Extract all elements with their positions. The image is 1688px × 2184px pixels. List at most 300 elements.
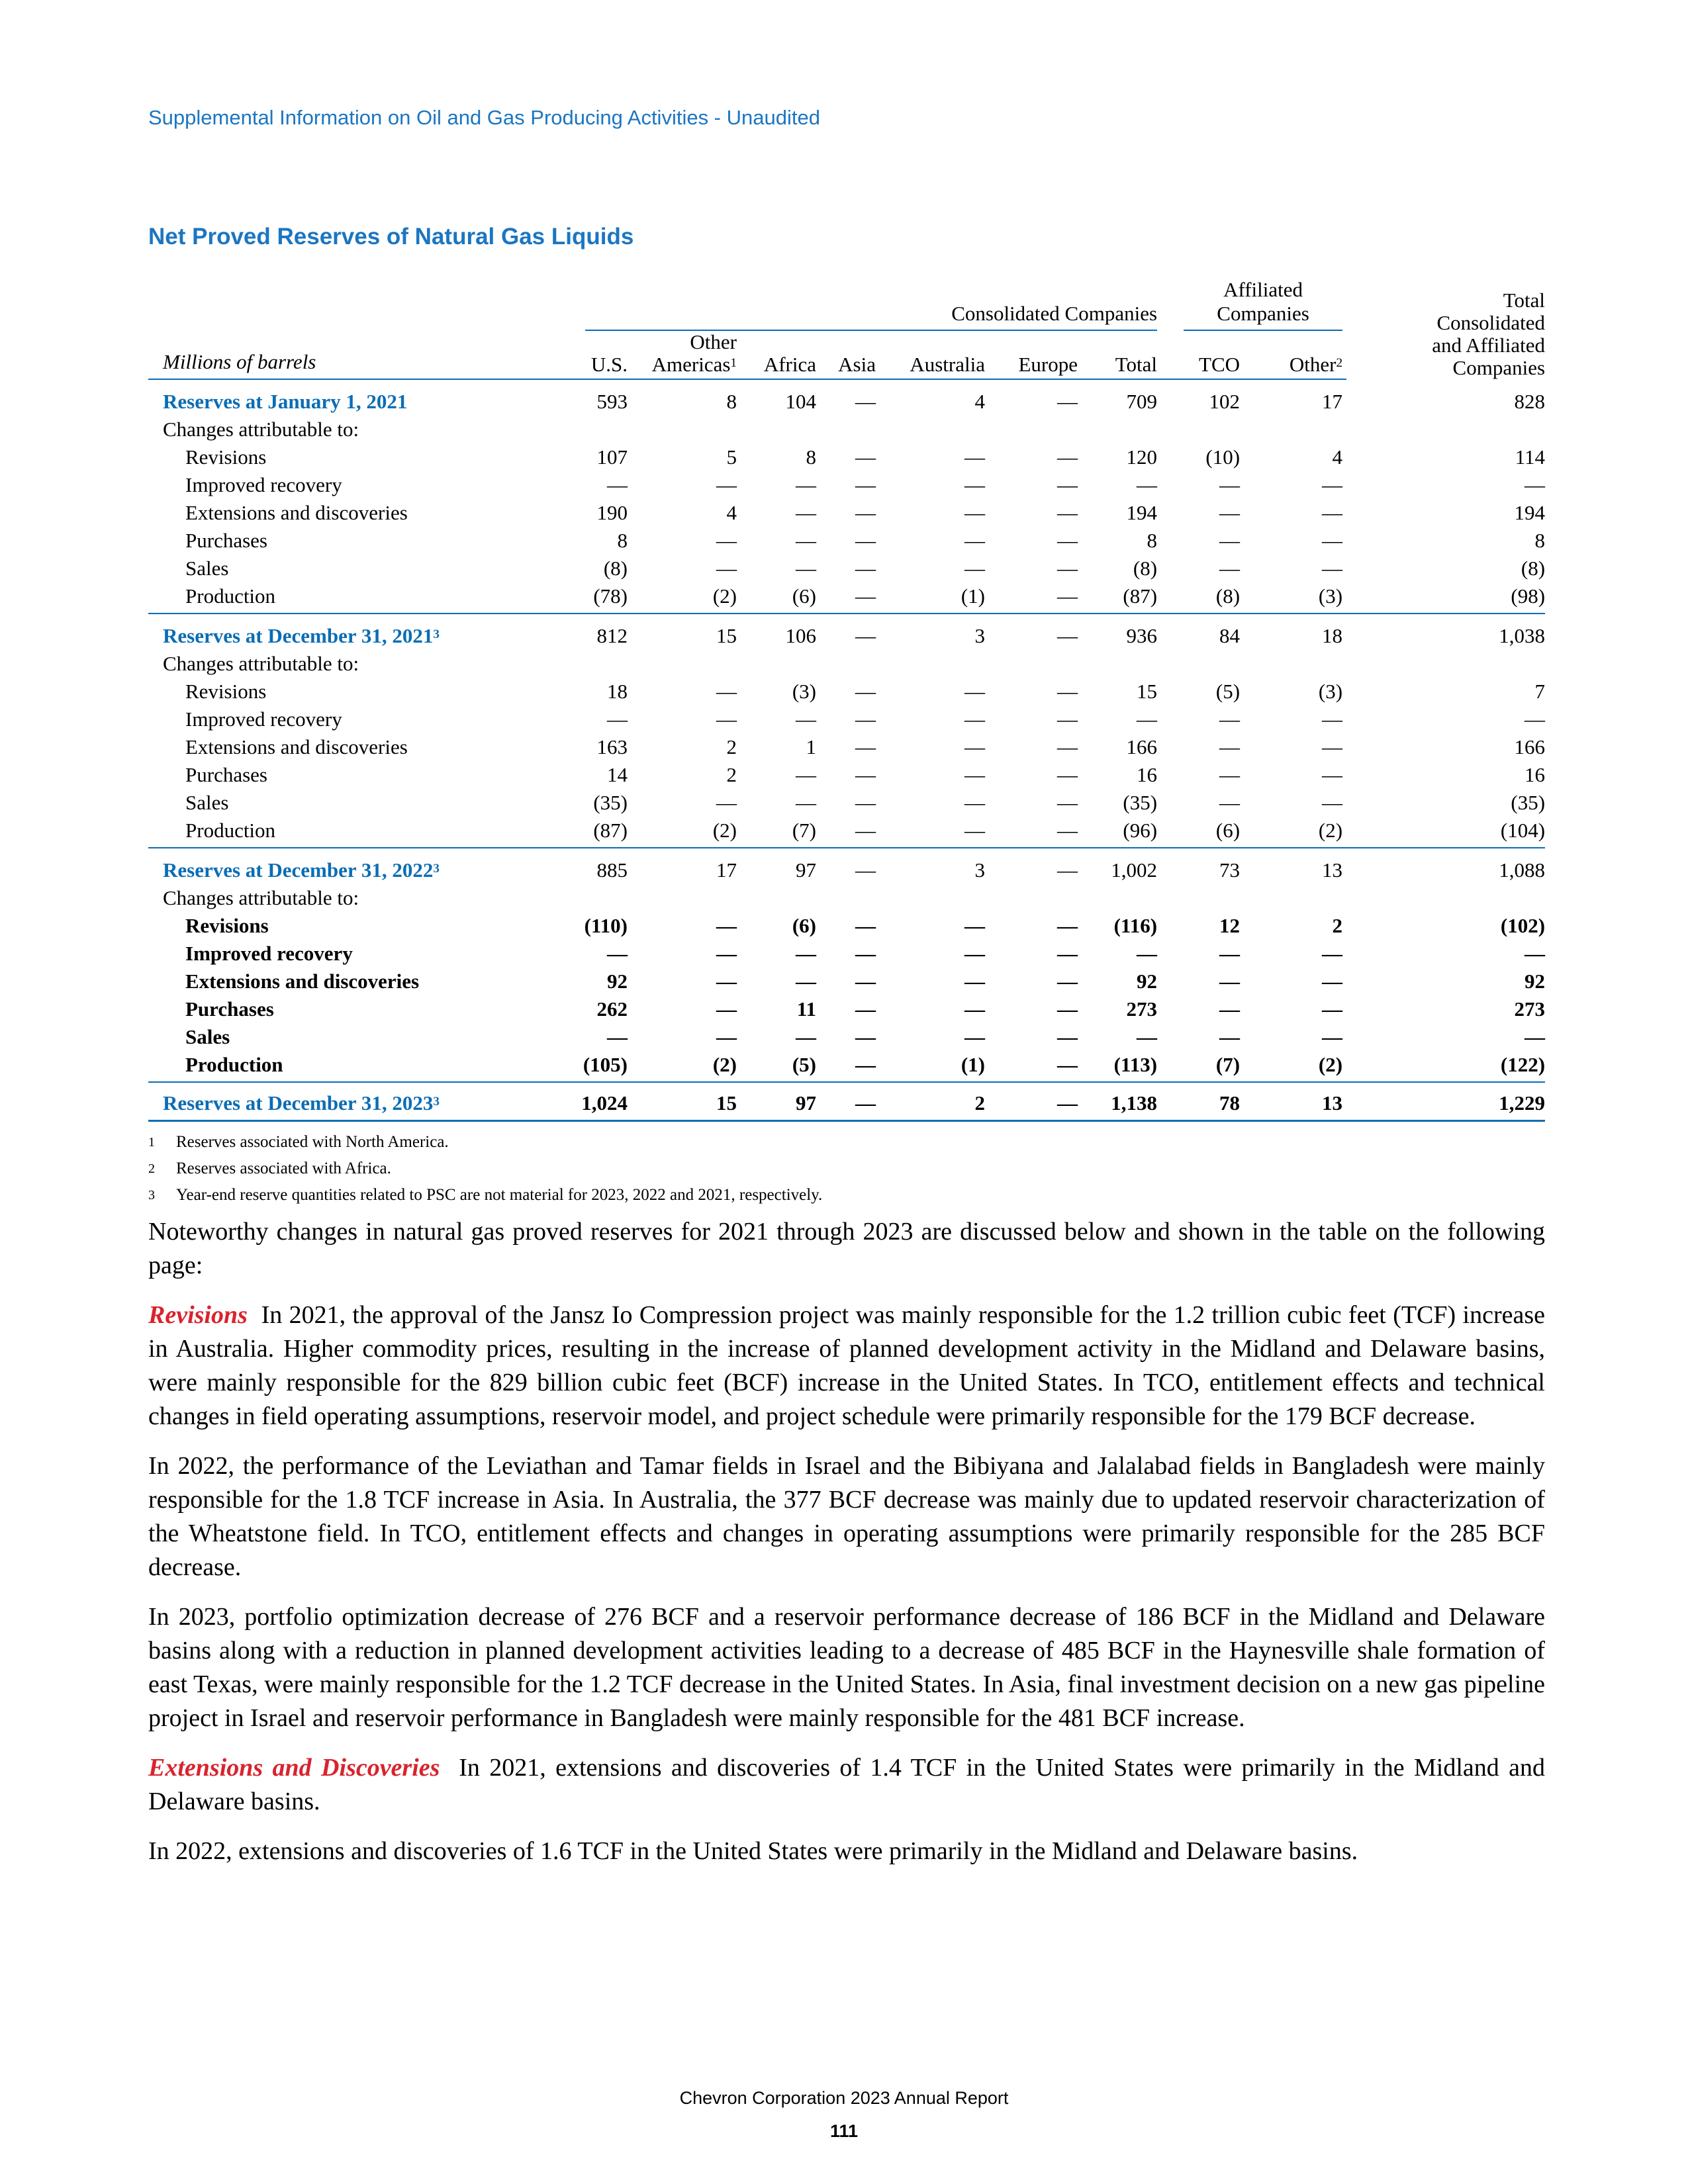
row-label-sup: 3 [433, 1095, 440, 1109]
table-cell: — [964, 735, 985, 758]
table-row [148, 527, 1545, 555]
table-cell: 1,088 [1499, 858, 1546, 882]
table-cell [1082, 416, 1161, 443]
table-cell [1161, 650, 1244, 678]
col-australia: Australia [880, 331, 989, 379]
row-label [148, 379, 545, 416]
table-cell: — [1322, 473, 1343, 496]
table-cell: (1) [880, 582, 989, 614]
table-cell: 7 [1534, 680, 1546, 703]
col-tco: TCO [1161, 331, 1244, 379]
group-affiliated-line1: Affiliated [1223, 278, 1303, 301]
table-cell: 936 [1126, 624, 1158, 647]
col-total-line1: Total [1503, 289, 1546, 312]
table-cell: — [1322, 707, 1343, 731]
table-cell [989, 884, 1082, 912]
body-text [148, 1215, 1545, 1884]
table-cell: — [855, 735, 876, 758]
footnote-text: Reserves associated with North America. [176, 1133, 449, 1151]
row-label [148, 733, 545, 761]
table-cell: (2) [632, 1051, 741, 1082]
table-cell: — [1057, 501, 1078, 524]
row-label-text: Changes attributable to: [163, 418, 359, 441]
table-cell: — [1057, 445, 1078, 469]
row-label [148, 499, 545, 527]
table-cell: — [1322, 557, 1343, 580]
table-cell [880, 416, 989, 443]
table-cell: — [1057, 624, 1078, 647]
table-cell: 1,229 [1346, 1082, 1545, 1121]
table-row [148, 940, 1545, 968]
table-cell: 194 [1126, 501, 1158, 524]
table-cell: — [1137, 707, 1158, 731]
reserves-table-container [148, 278, 1545, 1122]
table-cell: 18 [607, 680, 628, 703]
table-cell: — [716, 791, 737, 814]
row-label-text: Sales [185, 1025, 230, 1048]
col-aff-other [1244, 331, 1346, 379]
footnote [148, 1156, 822, 1182]
table-cell: — [820, 582, 880, 614]
revisions-2021-text: In 2021, the approval of the Jansz Io Compression project was mainly responsible for the 1.2 trillion cubic feet (TCF) increase in Australia. Higher commodity prices, resulting in the increase of planned development activity in the Midland and Delaware basins, were mainly responsible for the 829 billion cubic feet (BCF) increase in the United States. In TCO, entitlement effects and technical changes in field operating assumptions, reservoir model, and project schedule were primarily responsible for the 179 BCF decrease. [148, 1301, 1545, 1430]
table-cell: — [855, 624, 876, 647]
table-cell: (3) [1244, 582, 1346, 614]
table-cell: 8 [806, 445, 816, 469]
table-cell: — [964, 997, 985, 1021]
table-cell: — [855, 680, 876, 703]
table-cell: — [989, 1051, 1082, 1082]
row-label [148, 884, 545, 912]
table-cell: — [1137, 1025, 1158, 1048]
row-label [148, 705, 545, 733]
footnote-text: Year-end reserve quantities related to PSC are not material for 2023, 2022 and 2021, respectively. [176, 1186, 823, 1204]
table-cell: 14 [607, 763, 628, 786]
table-cell: — [1322, 997, 1343, 1021]
table-cell: 17 [716, 858, 737, 882]
table-cell: 92 [1524, 970, 1546, 993]
table-cell: 5 [726, 445, 737, 469]
row-label [148, 940, 545, 968]
table-cell: — [716, 680, 737, 703]
table-cell: — [716, 914, 737, 937]
table-cell: (7) [741, 817, 820, 848]
running-title: Supplemental Information on Oil and Gas Producing Activities - Unaudited [148, 106, 820, 129]
group-consolidated: Consolidated Companies [951, 302, 1158, 325]
table-row [148, 705, 1545, 733]
footnote-number: 2 [148, 1161, 155, 1176]
table-cell: — [1057, 1025, 1078, 1048]
table-cell: 13 [1322, 858, 1343, 882]
table-cell: — [1322, 970, 1343, 993]
table-cell: — [607, 1025, 628, 1048]
table-row [148, 443, 1545, 471]
table-cell [1244, 884, 1346, 912]
table-cell: — [964, 1025, 985, 1048]
row-label [148, 471, 545, 499]
extensions-2021-text: In 2021, extensions and discoveries of 1.4 TCF in the United States were primarily in the Midland and Delaware basins. [148, 1754, 1546, 1815]
table-cell: — [1057, 529, 1078, 552]
table-cell: 97 [796, 858, 816, 882]
table-cell [741, 650, 820, 678]
table-cell: — [855, 914, 876, 937]
table-cell: — [1219, 557, 1241, 580]
table-cell: — [855, 529, 876, 552]
table-cell: — [855, 445, 876, 469]
table-cell: — [820, 817, 880, 848]
paragraph-revisions-2021 [148, 1298, 1545, 1433]
footnotes [148, 1129, 822, 1208]
table-cell: 1,024 [545, 1082, 632, 1121]
table-cell [545, 650, 632, 678]
table-cell: 92 [1137, 970, 1158, 993]
row-label [148, 582, 545, 614]
table-cell: 262 [596, 997, 628, 1021]
table-cell: (122) [1346, 1051, 1545, 1082]
table-cell [820, 416, 880, 443]
table-cell: — [1219, 501, 1241, 524]
paragraph-revisions-2023: In 2023, portfolio optimization decrease of 276 BCF and a reservoir performance decrease of 186 BCF in the Midland and Delaware basins along with a reduction in planned development activities leading to a decrease of 485 BCF in the Haynesville shale formation of east Texas, were mainly responsible for the 1.2 TCF decrease in the United States. In Asia, final investment decision on a new gas pipeline project in Israel and reservoir performance in Bangladesh were mainly responsible for the 481 BCF increase. [148, 1603, 1545, 1732]
table-cell: 3 [974, 624, 985, 647]
table-cell: 3 [974, 858, 985, 882]
row-label [148, 912, 545, 940]
header-row-columns [148, 331, 1545, 379]
table-cell: — [855, 473, 876, 496]
table-cell: 593 [596, 390, 628, 413]
table-cell: (2) [1244, 817, 1346, 848]
table-row [148, 555, 1545, 582]
table-cell [1082, 884, 1161, 912]
table-row [148, 499, 1545, 527]
table-row [148, 968, 1545, 995]
table-cell: — [796, 1025, 816, 1048]
table-cell: — [1322, 735, 1343, 758]
row-label-text: Sales [185, 791, 229, 814]
table-cell: — [855, 557, 876, 580]
table-cell: 17 [1322, 390, 1343, 413]
table-cell: — [1322, 763, 1343, 786]
table-row [148, 761, 1545, 789]
table-cell: 709 [1126, 390, 1158, 413]
table-cell: 73 [1219, 858, 1241, 882]
table-cell: 120 [1126, 445, 1158, 469]
table-cell: — [1219, 707, 1241, 731]
table-cell: 163 [596, 735, 628, 758]
table-cell: (10) [1205, 445, 1241, 469]
table-cell: — [1057, 390, 1078, 413]
table-cell: — [1057, 791, 1078, 814]
table-cell: (6) [792, 914, 816, 937]
table-cell: — [796, 707, 816, 731]
table-cell: — [1219, 997, 1241, 1021]
table-row [148, 912, 1545, 940]
table-cell: 92 [607, 970, 628, 993]
table-cell: — [964, 529, 985, 552]
table-cell [545, 884, 632, 912]
table-cell: — [1057, 942, 1078, 965]
table-cell: — [855, 858, 876, 882]
table-cell: 18 [1322, 624, 1343, 647]
table-cell: 4 [974, 390, 985, 413]
table-row [148, 884, 1545, 912]
table-row [148, 1051, 1545, 1082]
row-label-text: Reserves at January 1, 2021 [163, 390, 408, 413]
table-cell: — [964, 763, 985, 786]
table-cell: — [796, 557, 816, 580]
table-cell: — [1322, 1025, 1343, 1048]
table-cell: 1,038 [1499, 624, 1546, 647]
table-row [148, 1082, 1545, 1121]
row-label [148, 817, 545, 848]
row-label-text: Extensions and discoveries [185, 501, 408, 524]
row-label-text: Improved recovery [185, 707, 342, 731]
table-cell: — [1057, 970, 1078, 993]
row-label-text: Improved recovery [185, 473, 342, 496]
table-cell [1161, 884, 1244, 912]
table-cell: — [964, 557, 985, 580]
table-cell: (2) [632, 817, 741, 848]
table-cell: (3) [792, 680, 816, 703]
table-cell: — [855, 390, 876, 413]
table-cell: 190 [596, 501, 628, 524]
table-cell: — [989, 582, 1082, 614]
table-row [148, 471, 1545, 499]
col-us: U.S. [545, 331, 632, 379]
table-row [148, 1023, 1545, 1051]
table-cell: — [964, 473, 985, 496]
table-cell: (78) [545, 582, 632, 614]
table-cell: — [607, 707, 628, 731]
table-row [148, 416, 1545, 443]
table-cell: — [716, 473, 737, 496]
table-cell: (1) [880, 1051, 989, 1082]
table-cell: (104) [1346, 817, 1545, 848]
table-cell [632, 650, 741, 678]
table-cell: — [716, 707, 737, 731]
table-cell: — [964, 445, 985, 469]
table-cell: 114 [1515, 445, 1546, 469]
table-cell: — [855, 791, 876, 814]
table-cell: — [716, 942, 737, 965]
table-cell: — [1137, 942, 1158, 965]
table-cell: — [964, 707, 985, 731]
table-cell: 812 [596, 624, 628, 647]
revisions-heading: Revisions [148, 1301, 248, 1329]
table-cell [820, 884, 880, 912]
table-body [148, 379, 1545, 1121]
table-cell [1346, 416, 1545, 443]
table-cell: — [855, 501, 876, 524]
col-asia: Asia [820, 331, 880, 379]
table-cell: (35) [593, 791, 628, 814]
table-row [148, 817, 1545, 848]
row-label-text: Purchases [185, 763, 267, 786]
row-label [148, 761, 545, 789]
table-row [148, 379, 1545, 416]
table-cell: 15 [632, 1082, 741, 1121]
table-cell: — [716, 1025, 737, 1048]
table-cell: — [964, 970, 985, 993]
table-cell: 166 [1514, 735, 1546, 758]
table-cell: — [964, 680, 985, 703]
paragraph-extensions-2021 [148, 1751, 1545, 1819]
table-cell [989, 416, 1082, 443]
table-cell [880, 650, 989, 678]
table-cell: — [964, 501, 985, 524]
row-label-text: Extensions and discoveries [185, 735, 408, 758]
table-cell: 4 [1332, 445, 1343, 469]
row-label-text: Purchases [185, 997, 274, 1021]
row-label-text: Extensions and discoveries [185, 970, 420, 993]
table-cell: 273 [1126, 997, 1158, 1021]
table-cell: (35) [1511, 791, 1546, 814]
table-cell [1244, 650, 1346, 678]
table-cell: — [1322, 501, 1343, 524]
table-cell: — [1219, 735, 1241, 758]
table-cell: (2) [632, 582, 741, 614]
table-cell [1244, 416, 1346, 443]
footnote-number: 1 [148, 1135, 155, 1150]
col-aff-other-label: Other [1289, 353, 1336, 376]
table-cell: — [1057, 707, 1078, 731]
table-cell: — [1057, 680, 1078, 703]
table-cell: 8 [617, 529, 628, 552]
row-label [148, 1051, 545, 1082]
table-cell: 11 [796, 997, 816, 1021]
row-label-text: Production [185, 819, 276, 842]
table-cell: 828 [1514, 389, 1546, 413]
col-other-americas [632, 331, 741, 379]
row-label [148, 416, 545, 443]
table-cell: (113) [1082, 1051, 1161, 1082]
unit-label: Millions of barrels [148, 331, 545, 379]
table-cell: — [1524, 942, 1546, 965]
table-cell [632, 416, 741, 443]
row-label-text: Reserves at December 31, 2021 [163, 624, 434, 647]
col-other-line1: Other [690, 330, 737, 353]
table-cell: (102) [1500, 914, 1546, 937]
paragraph-revisions-2022: In 2022, the performance of the Leviathan and Tamar fields in Israel and the Bibiyana and Jalalabad fields in Bangladesh were mainly responsible for the 1.8 TCF increase in Asia. In Australia, the 377 BCF decrease was mainly due to updated reservoir characterization of the Wheatstone field. In TCO, entitlement effects and changes in operating assumptions were primarily responsible for the 285 BCF decrease. [148, 1452, 1545, 1581]
row-label-text: Reserves at December 31, 2023 [163, 1091, 434, 1115]
table-cell: — [796, 473, 816, 496]
col-total-line4: Companies [1452, 356, 1546, 379]
row-label [148, 1082, 545, 1121]
table-cell: (7) [1161, 1051, 1244, 1082]
row-label-text: Improved recovery [185, 942, 353, 965]
table-cell: — [796, 970, 816, 993]
table-cell: — [1219, 473, 1241, 496]
table-cell: (8) [1133, 557, 1158, 580]
reserves-table [148, 278, 1545, 1122]
table-cell: — [1322, 942, 1343, 965]
table-cell: — [855, 997, 876, 1021]
table-cell: — [855, 1025, 876, 1048]
table-cell: — [989, 817, 1082, 848]
table-row [148, 582, 1545, 614]
row-label [148, 995, 545, 1023]
col-africa: Africa [741, 331, 820, 379]
table-row [148, 995, 1545, 1023]
table-cell: (8) [1161, 582, 1244, 614]
table-cell: 2 [726, 763, 737, 786]
table-cell: (6) [741, 582, 820, 614]
table-cell: — [820, 1082, 880, 1121]
row-label-text: Production [185, 584, 276, 608]
table-cell: 13 [1244, 1082, 1346, 1121]
table-cell: — [1524, 473, 1546, 496]
table-cell: (6) [1161, 817, 1244, 848]
table-cell: (5) [741, 1051, 820, 1082]
table-cell: — [964, 942, 985, 965]
table-cell [1082, 650, 1161, 678]
table-row [148, 614, 1545, 650]
table-cell: 1,138 [1082, 1082, 1161, 1121]
col-total: Total [1082, 331, 1161, 379]
row-label [148, 555, 545, 582]
row-label [148, 678, 545, 705]
row-label [148, 650, 545, 678]
row-label-text: Revisions [185, 680, 267, 703]
paragraph-extensions-2022: In 2022, extensions and discoveries of 1.6 TCF in the United States were primarily in the Midland and Delaware basins. [148, 1837, 1358, 1865]
table-cell: — [796, 942, 816, 965]
row-label-text: Changes attributable to: [163, 652, 359, 675]
table-cell: — [1219, 942, 1241, 965]
table-cell: — [1219, 1025, 1241, 1048]
table-row [148, 678, 1545, 705]
table-cell: (110) [584, 914, 628, 937]
footnote [148, 1129, 822, 1156]
paragraph-intro: Noteworthy changes in natural gas proved reserves for 2021 through 2023 are discussed below and shown in the table on the following page: [148, 1218, 1545, 1279]
table-cell: (5) [1215, 680, 1241, 703]
table-cell: — [796, 529, 816, 552]
table-cell [989, 650, 1082, 678]
col-other-line2: Americas [651, 353, 731, 376]
footnote-number: 3 [148, 1188, 155, 1203]
table-cell [545, 416, 632, 443]
row-label-text: Revisions [185, 914, 269, 937]
row-label [148, 614, 545, 650]
row-label-text: Reserves at December 31, 2022 [163, 858, 434, 882]
table-row [148, 733, 1545, 761]
row-label-text: Purchases [185, 529, 267, 552]
table-cell: (35) [1123, 791, 1158, 814]
table-cell [880, 884, 989, 912]
table-cell: 1 [806, 735, 816, 758]
row-label-text: Revisions [185, 445, 267, 469]
table-cell: — [716, 970, 737, 993]
table-cell: — [820, 1051, 880, 1082]
table-cell: 2 [880, 1082, 989, 1121]
col-europe: Europe [989, 331, 1082, 379]
table-cell: 102 [1209, 390, 1241, 413]
row-label-sup: 3 [433, 862, 440, 876]
table-cell: — [716, 997, 737, 1021]
table-cell: 15 [1137, 680, 1158, 703]
table-cell: — [1057, 735, 1078, 758]
table-cell: — [880, 817, 989, 848]
table-cell: (105) [545, 1051, 632, 1082]
table-cell: 885 [596, 858, 628, 882]
table-cell: 4 [726, 501, 737, 524]
table-cell: — [855, 970, 876, 993]
table-row [148, 789, 1545, 817]
table-row [148, 848, 1545, 884]
row-label-sup: 3 [433, 627, 440, 641]
table-cell: 2 [1332, 914, 1343, 937]
header-row-groups [148, 278, 1545, 331]
table-cell: — [607, 942, 628, 965]
row-label [148, 848, 545, 884]
table-cell: — [1057, 914, 1078, 937]
